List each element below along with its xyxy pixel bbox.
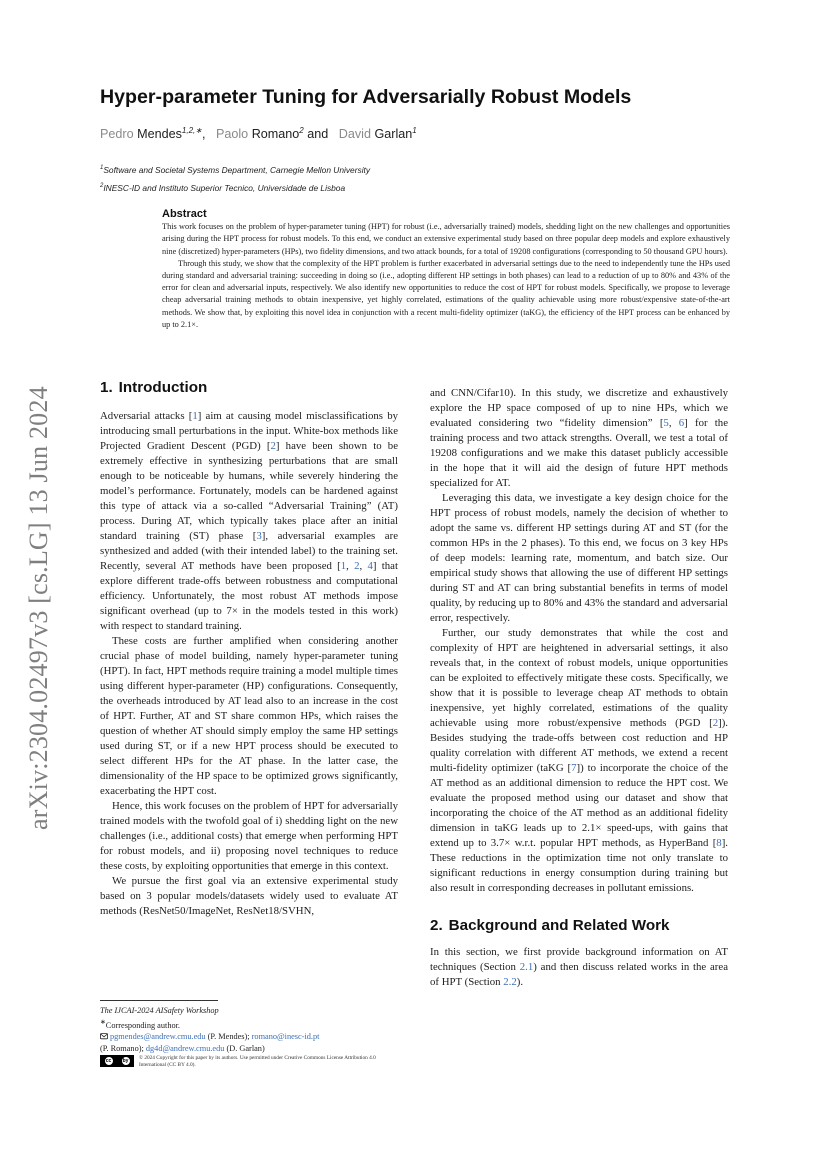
abstract-heading: Abstract [162, 208, 207, 220]
citation-link[interactable]: 1 [340, 560, 347, 572]
text-span: ] that explore different trade-offs between robustness and computational efficiency. Unfortunately, the most robust AT methods impose significant overhead (up to 7× in the models tested in this work) with respect to standard training. [100, 560, 398, 632]
affiliation-list [100, 160, 370, 196]
author-last-name: Mendes [137, 127, 182, 142]
author-first-name: David [338, 127, 371, 142]
section-link[interactable]: 2.2 [503, 976, 517, 988]
citation-link[interactable]: 8 [716, 837, 722, 849]
arxiv-identifier-sidebar: arXiv:2304.02497v3 [cs.LG] 13 Jun 2024 [24, 386, 53, 830]
footnote-text: Corresponding author. [105, 1020, 180, 1030]
email-line [100, 1043, 398, 1055]
intro-paragraph-3: Hence, this work focuses on the problem of HPT for adversarially trained models with the twofold goal of i) shedding light on the new challenges (i.e., additional costs) that emerge when performing HPT for robust models, and ii) proposing novel techniques to reduce these costs, by exploiting opportunities that emerge in this context. [100, 800, 398, 872]
envelope-icon [100, 1032, 108, 1040]
footnote-text: (D. Garlan) [224, 1043, 265, 1053]
section-title: Background and Related Work [448, 917, 670, 934]
citation-link[interactable]: 7 [571, 762, 577, 774]
footnote-block [100, 1000, 398, 1069]
author-affiliation-mark: 1,2,∗ [181, 126, 202, 135]
citation-link[interactable]: 2 [712, 717, 719, 729]
section-heading-introduction [100, 380, 398, 395]
text-span: ] aim at causing model misclassifications by introducing small perturbations in the input. White-box methods like Projected Gradient Descent (PGD) [ [100, 410, 398, 452]
left-column [100, 380, 398, 919]
by-icon: by [121, 1056, 131, 1066]
text-span: ) and then discuss related works in the area of HPT (Section [430, 961, 728, 988]
citation-link[interactable]: 6 [678, 417, 685, 429]
footnote-mark: ∗ [100, 1018, 106, 1026]
citation-link[interactable]: 2 [270, 440, 276, 452]
citation-link[interactable]: 3 [256, 530, 262, 542]
author-1 [100, 127, 212, 141]
affiliation-mark: 2 [100, 182, 104, 189]
cc-icon: cc [104, 1056, 114, 1066]
section-title: Introduction [118, 379, 208, 396]
text-span: ]) to incorporate the choice of the AT method as an additional dimension to reduce the HPT cost. We evaluate the proposed method using our dataset and show that incorporating the choice of the AT method as an additional fidelity dimension in taKG leads up to 2.1× speed-ups, with gains that extend up to 3.7× w.r.t. popular HPT methods, as HyperBand [ [430, 762, 729, 849]
intro-paragraph-2: These costs are further amplified when considering another crucial phase of model building, namely hyper-parameter tuning (HPT). In fact, HPT methods require training a model multiple times using different hyper-parameter (HP) configurations. Consequently, the overheads introduced by AT lead also to an increase in the cost of HPT. Further, AT and ST share common HPs, which raises the question of whether AT should simply employ the same HP settings used during ST, or if a new HPT process should be executed to select different HPs for the AT phase. In the latter case, the dimensionality of the HP space to be optimized grows significantly, exacerbating the HPT cost. [100, 635, 398, 797]
affiliation-text: Software and Societal Systems Department, Carnegie Mellon University [103, 164, 371, 175]
text-span: ], adversarial examples are synthesized and added (with their intended label) to the training set. Recently, several AT methods have been proposed [ [100, 530, 398, 572]
intro-paragraph-6: Leveraging this data, we investigate a key design choice for the HPT process of robust models, namely the decision of whether to adopt the same vs. different HP settings during AT and ST (for the common HPs in the 2 phases). To this end, we focus on 3 key HPs of deep models: learning rate, momentum, and batch size. Our empirical study shows that allowing the use of different HP settings during ST and AT can bring substantial benefits in terms of model quality, by reducing up to 80% and 43% the standard and adversarial error, respectively. [430, 492, 728, 624]
section-number: 2. [430, 917, 443, 934]
affiliation-mark: 1 [100, 165, 104, 171]
abstract-paragraph-2: Through this study, we show that the complexity of the HPT problem is further exacerbated in adversarial settings due to the need to independently tune the HPs used during standard and adversarial training: succeeding in doing so (i.e., adopting different HP settings in both phases) can lead to a reduction of up to 80% and 43% of the error for clean and adversarial inputs, respectively. We also identify new opportunities to reduce the cost of HPT for robust models. Specifically, we propose to leverage cheap adversarial training methods to obtain inexpensive, yet highly correlated, estimations of the quality achievable using more robust/expensive state-of-the-art methods. We show that, by exploiting this novel idea in conjunction with a recent multi-fidelity optimizer (taKG), the efficiency of the HPT process can be enhanced by up to 2.1×. [162, 258, 730, 329]
footnote-divider [100, 1000, 218, 1001]
abstract-paragraph-1: This work focuses on the problem of hyper-parameter tuning (HPT) for robust (i.e., adversarially trained) models, shedding light on the new challenges and opportunities arising during the HPT process for robust models. To this end, we conduct an extensive experimental study based on three popular deep models and explore exhaustively nine (discretized) hyper-parameters (HPs), two fidelity dimensions, and two attack bounds, for a total of 19208 configurations (corresponding to 50 thousand GPU hours). [162, 222, 730, 256]
text-span: ] for the training process and two attack strengths. Overall, we test a total of 19208 configurations and we make this dataset publicly accessible in the hope that it will aid the design of future HPT methods specialized for AT. [430, 417, 729, 489]
author-first-name: Pedro [100, 127, 134, 142]
citation-link[interactable]: 5 [663, 417, 669, 429]
author-affiliation-mark: 2 [299, 126, 304, 135]
affiliation-2 [100, 178, 370, 196]
footnote-text: (P. Romano); [100, 1043, 146, 1053]
author-last-name: Romano [251, 127, 300, 142]
text-span: Further, our study demonstrates that while the cost and complexity of HPT are heightened in adversarial settings, it also reveals that, in the context of robust models, unique opportunities can be exploited to effectively mitigate these costs. Specifically, we show that it is possible to leverage cheap AT methods to obtain inexpensive, yet highly correlated, estimations of the quality achievable using more robust/expensive methods (PGD [ [430, 627, 728, 729]
license-text: © 2024 Copyright for this paper by its authors. Use permitted under Creative Commons License Attribution 4.0 International (CC BY 4.0). [139, 1055, 376, 1069]
affiliation-1 [100, 160, 370, 178]
author-affiliation-mark: 1 [412, 126, 417, 135]
author-separator: and [303, 127, 336, 142]
affiliation-text: INESC-ID and Instituto Superior Tecnico, Universidade de Lisboa [103, 182, 346, 193]
background-paragraph-1 [430, 945, 728, 990]
email-link[interactable]: pgmendes@andrew.cmu.edu [110, 1031, 206, 1041]
text-span: ). [516, 976, 524, 988]
right-column [430, 386, 728, 990]
author-3 [339, 127, 417, 141]
email-link[interactable]: dg4d@andrew.cmu.edu [145, 1043, 225, 1053]
email-line [100, 1031, 398, 1043]
text-span: In this section, we first provide background information on AT techniques (Section [430, 946, 728, 973]
email-link[interactable]: romano@inesc-id.pt [251, 1031, 320, 1041]
author-separator: , [201, 127, 213, 142]
footnote-text: (P. Mendes); [205, 1031, 252, 1041]
citation-link[interactable]: 2 [354, 560, 360, 572]
corresponding-author-note [100, 1017, 398, 1031]
cc-by-license-icon[interactable] [100, 1055, 134, 1067]
intro-paragraph-7 [430, 626, 728, 896]
paper-title: Hyper-parameter Tuning for Adversarially Robust Models [100, 86, 632, 108]
section-link[interactable]: 2.1 [519, 961, 534, 973]
author-first-name: Paolo [215, 127, 249, 142]
text-span: ] have been shown to be extremely effective in synthesizing perturbations that are small enough to be noticeable by humans, while severely hindering the model’s performance. Fortunately, models can be hardened against this type of attack via a so-called “Adversarial Training” (AT) process. During AT, which typically takes place after an initial standard training (ST) phase [ [100, 440, 398, 542]
intro-paragraph-5: and CNN/Cifar10). In this study, we discretize and exhaustively explore the HP space composed of up to nine HPs, which we evaluated considering two “fidelity dimension” [5, 6] for the training process and two attack strengths. Overall, we test a total of 19208 configurations and we make this dataset publicly accessible in the hope that it will aid the design of future HPT methods specialized for AT. [430, 387, 729, 489]
license-row [100, 1055, 398, 1069]
author-2 [216, 127, 335, 141]
text-span: ]. These reductions in the optimization time not only translate to significant reductions in energy consumption during training but also result in corresponding decreases in pollutant emissions. [430, 837, 728, 894]
text-span: ]). Besides studying the trade-offs between cost reduction and HP quality correlation with different AT methods, we extend a recent multi-fidelity optimizer (taKG [ [430, 717, 728, 774]
workshop-note: The IJCAI-2024 AISafety Workshop [100, 1006, 219, 1015]
intro-paragraph-4: We pursue the first goal via an extensive experimental study based on 3 popular models/datasets widely used to evaluate AT methods (ResNet50/ImageNet, ResNet18/SVHN, [100, 875, 398, 917]
section-heading-background [430, 918, 728, 933]
author-list [100, 126, 417, 141]
text-span: Adversarial attacks [ [100, 410, 193, 422]
intro-paragraph-1: Adversarial attacks [1] aim at causing model misclassifications by introducing small perturbations in the input. White-box methods like Projected Gradient Descent (PGD) [2] have been shown to be extremely effective in synthesizing perturbations that are small enough to be noticeable by humans, while severely hindering the model’s performance. Fortunately, models can be hardened against this type of attack via a so-called “Adversarial Training” (AT) process. During AT, which typically takes place after an initial standard training (ST) phase [3], adversarial examples are synthesized and added (with their intended label) to the training set. Recently, several AT methods have been proposed [1, 2, 4] that explore different trade-offs between robustness and computational efficiency. Unfortunately, the most robust AT methods impose significant overhead (up to 7× in the models tested in this work) with respect to standard training. [100, 410, 398, 632]
citation-link[interactable]: 4 [367, 560, 373, 572]
section-number: 1. [100, 379, 113, 396]
abstract [162, 208, 730, 331]
text-span: and CNN/Cifar10). In this study, we discretize and exhaustively explore the HP space composed of up to nine HPs, which we evaluated considering two “fidelity dimension” [ [430, 387, 728, 429]
citation-link[interactable]: 1 [192, 410, 198, 422]
author-last-name: Garlan [374, 127, 413, 142]
